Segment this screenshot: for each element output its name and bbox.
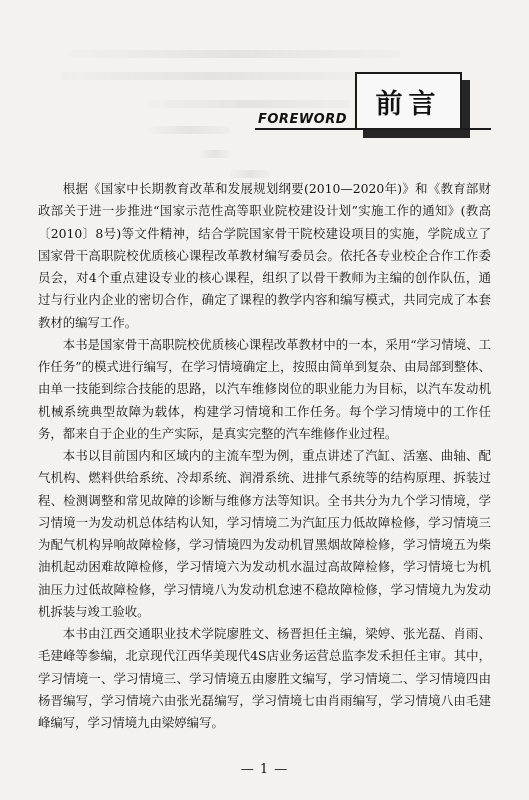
paragraph: 根据《国家中长期教育改革和发展规划纲要(2010—2020年)》和《教育部财政部关于进一步推进“国家示范性高等职业院校建设计划”实施工作的通知》(教高〔2010〕8号)等文件精神，结合学院国家骨干院校建设项目的实施，学院成立了国家骨干高职院校优质核心课程改革教材编写委员会。依托各专业校企合作工作委员会，对4个重点建设专业的核心课程，组织了以骨干教师为主编的创作队伍，通过与行业内企业的密切合作，确定了课程的教学内容和编写模式，共同完成了本套教材的编写工作。 xyxy=(38,181,491,330)
title-underline xyxy=(255,128,491,130)
paragraph: 本书是国家骨干高职院校优质核心课程改革教材中的一本，采用“学习情境、工作任务”的模式进行编写，在学习情境确定上，按照由简单到复杂、由局部到整体、由单一技能到综合技能的思路，以汽车维修岗位的职业能力为目标，以汽车发动机机械系统典型故障为载体，构建学习情境和工作任务。每个学习情境中的工作任务，都来自于企业的生产实际，是真实完整的汽车维修作业过程。 xyxy=(38,336,491,441)
page-number: — 1 — xyxy=(240,762,289,777)
page-title: 前言 xyxy=(355,72,462,130)
foreword-body xyxy=(38,178,491,734)
english-subtitle: FOREWORD xyxy=(258,112,348,127)
paragraph: 本书以目前国内和区域内的主流车型为例，重点讲述了汽缸、活塞、曲轴、配气机构、燃料供给系统、冷却系统、润滑系统、进排气系统等的结构原理、拆装过程、检测调整和常见故障的诊断与维修方法等知识。全书共分为九个学习情境，学习情境一为发动机总体结构认知，学习情境二为汽缸压力低故障检修，学习情境三为配气机构异响故障检修，学习情境四为发动机冒黑烟故障检修，学习情境五为柴油机起动困难故障检修，学习情境六为发动机水温过高故障检修，学习情境七为机油压力过低故障检修，学习情境八为发动机怠速不稳故障检修，学习情境九为发动机拆装与竣工验收。 xyxy=(38,448,491,619)
paragraph: 本书由江西交通职业技术学院廖胜文、杨晋担任主编，梁婷、张光磊、肖雨、毛建峰等参编，北京现代江西华美现代4S店业务运营总监李发禾担任主审。其中，学习情境一、学习情境三、学习情境五由廖胜文编写，学习情境二、学习情境四由杨晋编写，学习情境六由张光磊编写，学习情境七由肖雨编写，学习情境八由毛建峰编写，学习情境九由梁婷编写。 xyxy=(38,626,491,730)
